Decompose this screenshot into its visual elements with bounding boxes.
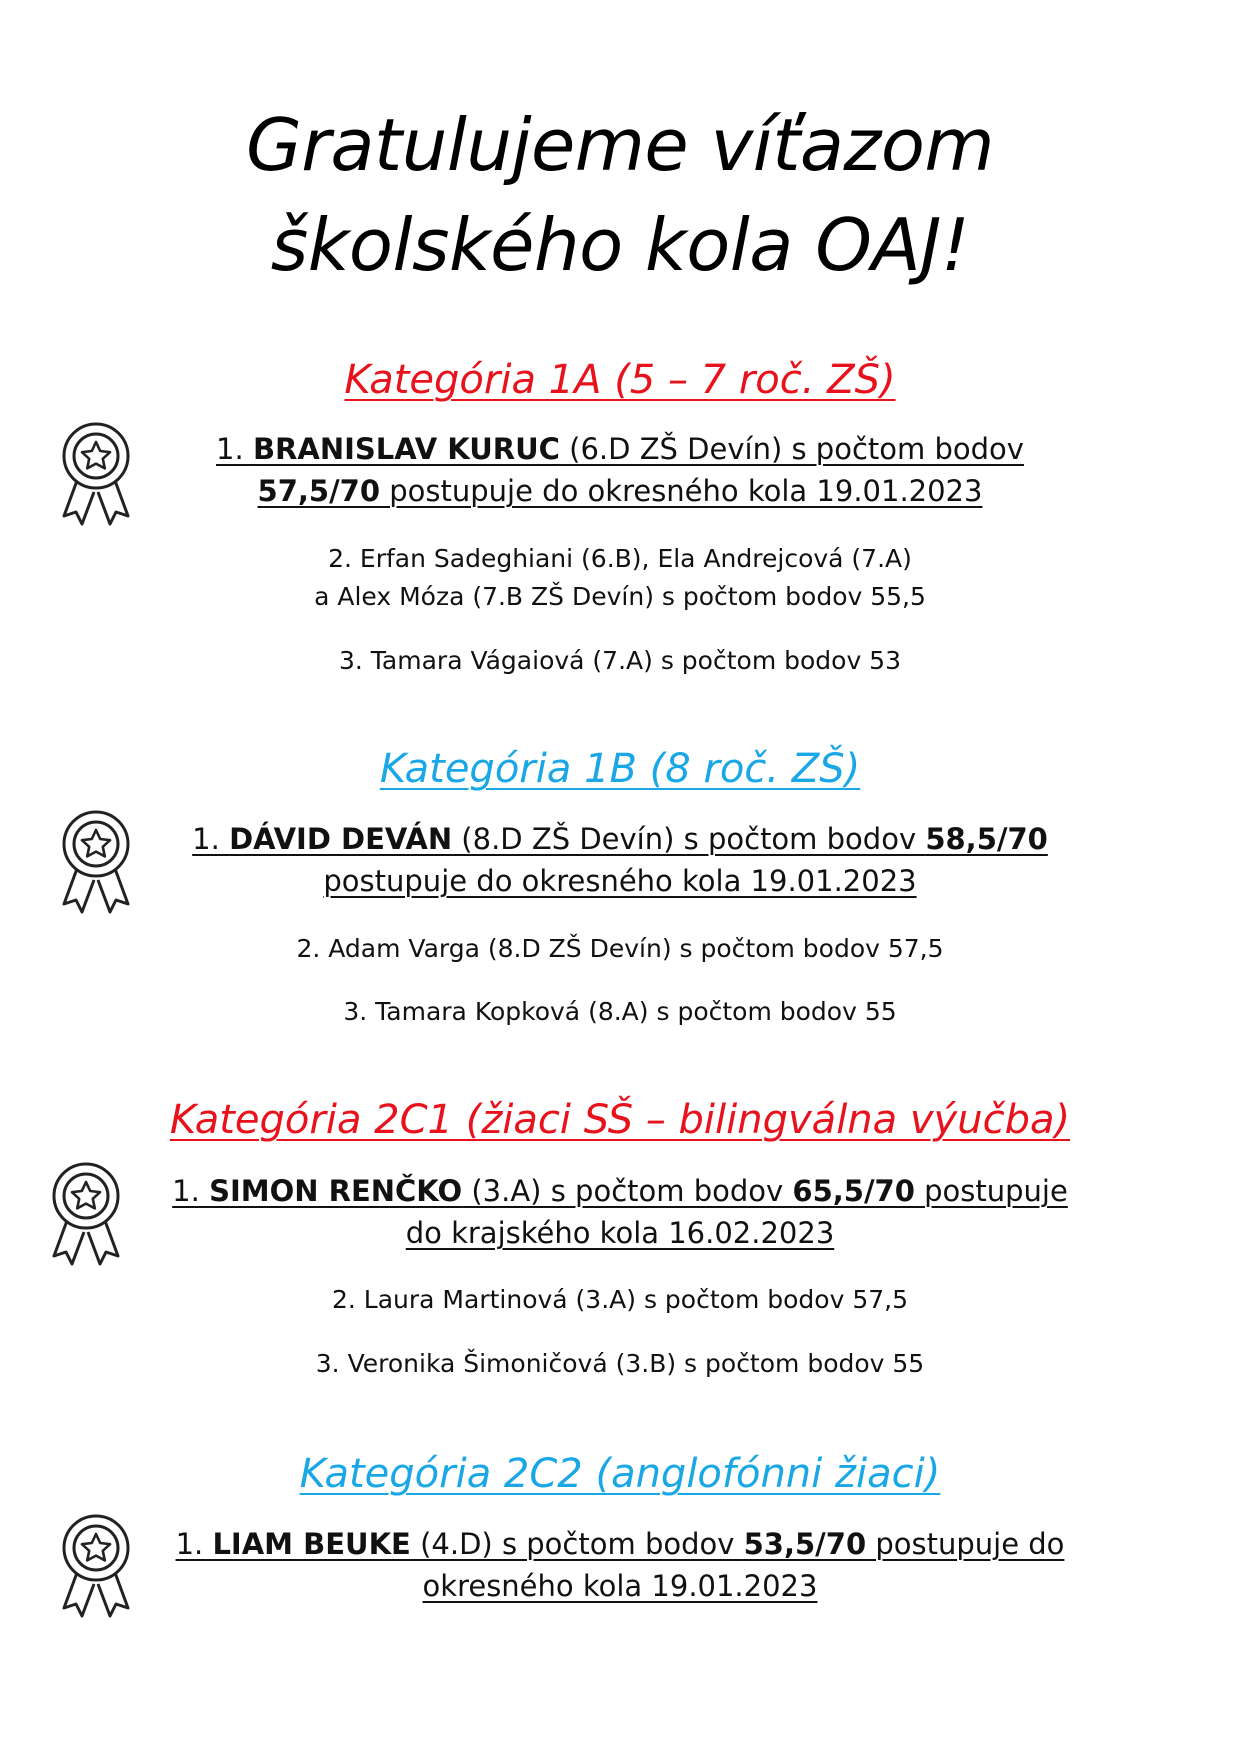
category-heading-2c1: Kategória 2C1 (žiaci SŠ – bilingválna výučba): [169, 1097, 1071, 1143]
place-2-2c1: 2. Laura Martinová (3.A) s počtom bodov 57,5: [332, 1285, 908, 1314]
category-heading-2c2: Kategória 2C2 (anglofónni žiaci): [299, 1451, 941, 1497]
category-heading-1b: Kategória 1B (8 roč. ZŠ): [379, 746, 861, 792]
winner-line-2c1-1: 1. SIMON RENČKO (3.A) s počtom bodov 65,5/70 postupuje: [172, 1174, 1068, 1208]
winner-score: 53,5/70: [743, 1527, 867, 1561]
page-title-line-1: Gratulujeme víťazom: [245, 103, 995, 187]
category-heading-1a: Kategória 1A (5 – 7 roč. ZŠ): [344, 357, 896, 403]
winner-score: 65,5/70: [792, 1174, 915, 1208]
place-2-1a-line-1: 2. Erfan Sadeghiani (6.B), Ela Andrejcová (7.A): [328, 544, 912, 573]
winner-name: SIMON RENČKO: [209, 1174, 463, 1208]
page-title-line-2: školského kola OAJ!: [270, 203, 970, 287]
place-3-1a: 3. Tamara Vágaiová (7.A) s počtom bodov 53: [338, 646, 901, 675]
place-2-1a-line-2: a Alex Móza (7.B ZŠ Devín) s počtom bodov 55,5: [314, 582, 926, 611]
winner-score: 58,5/70: [925, 822, 1048, 856]
winner-score: 57,5/70: [257, 474, 381, 508]
winner-line-2c1-2: do krajského kola 16.02.2023: [405, 1216, 835, 1250]
winner-line-2c2-2: okresného kola 19.01.2023: [422, 1569, 818, 1603]
winner-line-1a-2: 57,5/70 postupuje do okresného kola 19.01.2023: [257, 474, 983, 508]
winner-name: DÁVID DEVÁN: [229, 822, 453, 856]
place-2-1b: 2. Adam Varga (8.D ZŠ Devín) s počtom bodov 57,5: [296, 934, 944, 963]
winner-line-1b-1: 1. DÁVID DEVÁN (8.D ZŠ Devín) s počtom bodov 58,5/70: [192, 822, 1048, 856]
winner-name: LIAM BEUKE: [212, 1527, 411, 1561]
winner-name: BRANISLAV KURUC: [252, 432, 560, 466]
winner-line-1b-2: postupuje do okresného kola 19.01.2023: [323, 864, 917, 898]
winner-line-2c2-1: 1. LIAM BEUKE (4.D) s počtom bodov 53,5/70 postupuje do: [175, 1527, 1065, 1561]
winner-line-1a-1: 1. BRANISLAV KURUC (6.D ZŠ Devín) s počtom bodov: [216, 432, 1024, 466]
place-3-1b: 3. Tamara Kopková (8.A) s počtom bodov 55: [343, 997, 897, 1026]
place-3-2c1: 3. Veronika Šimoničová (3.B) s počtom bodov 55: [315, 1349, 925, 1378]
